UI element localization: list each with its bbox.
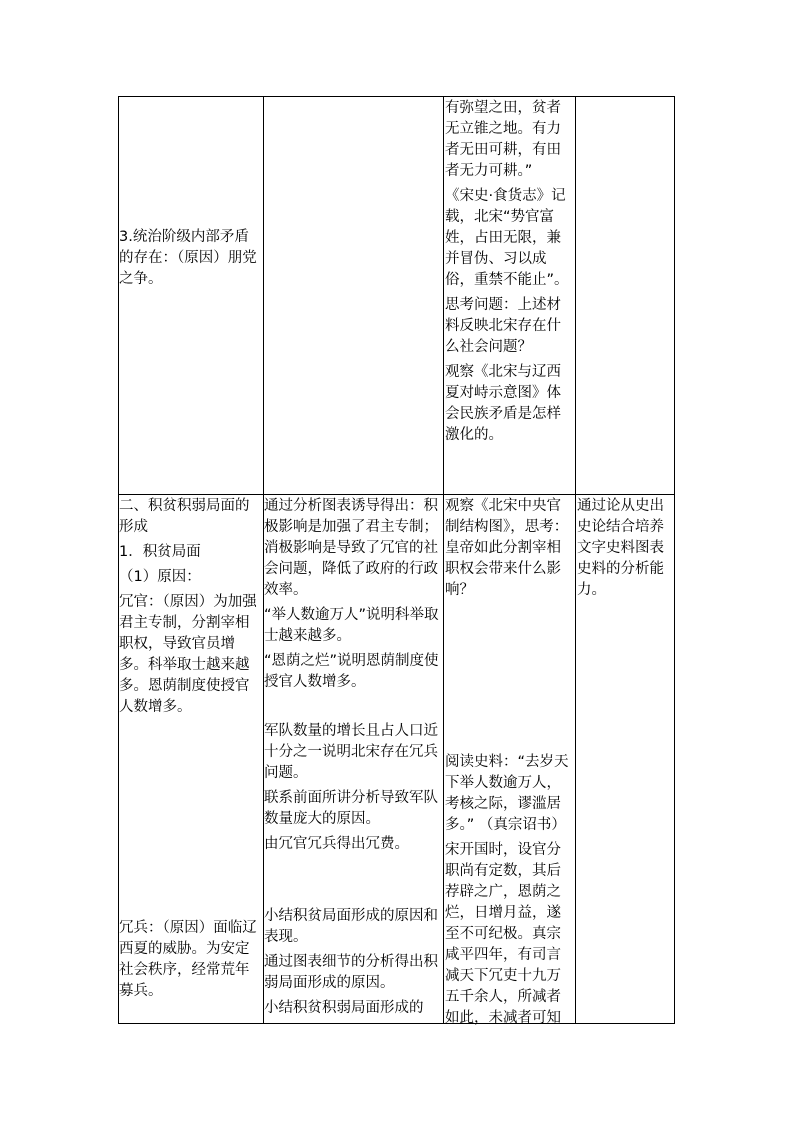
row2-col2-text-8: 通过图表细节的分析得出积弱局面形成的原因。 [264, 954, 438, 991]
row1-col1-cell [119, 227, 262, 294]
row1-col1-text: 3.统治阶级内部矛盾的存在：（原因）朋党之争。 [119, 229, 257, 287]
row2-col2-b-cell [264, 721, 443, 859]
row2-col4-text: 通过论从史出史论结合培养文字史料图表史料的分析能力。 [577, 498, 664, 598]
table-border-top [118, 96, 675, 97]
row2-col3-text-3: 宋开国时，设官分职尚有定数，其后荐辟之广，恩荫之烂，日增月益，遂至不可纪极。真宗咸平四年，有司言减天下冗吏十九万五千余人，所减者如此，未减者可知 [445, 842, 561, 1026]
row1-col3-text-3: 思考问题：上述材料反映北宋存在什么社会问题？ [445, 297, 561, 355]
row2-col3-b-cell [445, 752, 575, 1029]
section-heading: 二、积贫积弱局面的形成 [119, 498, 250, 535]
row2-col2-text-6: 由冗官冗兵得出冗费。 [264, 836, 409, 852]
row2-col2-text-1: 通过分析图表诱导得出：积极影响是加强了君主专制；消极影响是导致了冗官的社会问题，降低了政府的行政效率。 [264, 498, 438, 598]
row2-col3-text-2: 阅读史料：“去岁天下举人数逾万人，考核之际，谬滥居多。” （真宗诏书） [445, 754, 569, 833]
row2-col2-a-cell [264, 496, 443, 697]
row2-col3-a-cell [445, 496, 575, 605]
row-divider [118, 494, 675, 495]
row1-col3-text-4: 观察《北宋与辽西夏对峙示意图》体会民族矛盾是怎样激化的。 [445, 364, 561, 443]
subsection-heading: 1．积贫局面 [119, 544, 201, 560]
row2-col2-text-4: 军队数量的增长且占人口近十分之一说明北宋存在冗兵问题。 [264, 723, 438, 781]
row1-col3-text-2: 《宋史·食货志》记载，北宋“势官富姓，占田无限，兼并冒伪、习以成俗，重禁不能止”。 [445, 188, 569, 288]
row2-col1-top-cell [119, 496, 262, 722]
row2-col1-bottom-cell [119, 918, 262, 1006]
redundant-officials-text: 冗官：（原因）为加强君主专制，分割宰相职权，导致官员增多。科举取士越来越多。恩荫制度使授官人数增多。 [119, 594, 257, 715]
row2-col2-text-3: “恩荫之烂”说明恩荫制度使授官人数增多。 [264, 653, 439, 690]
row1-col3-text-1: 有弥望之田，贫者无立锥之地。有力者无田可耕，有田者无力可耕。” [445, 100, 561, 179]
row2-col2-text-2: “举人数逾万人”说明科举取士越来越多。 [264, 607, 439, 644]
row2-col2-text-9: 小结积贫积弱局面形成的 [264, 1000, 424, 1016]
row2-col4-cell [577, 496, 674, 605]
row1-col3-cell [445, 98, 575, 450]
table-border-right [674, 96, 675, 1024]
cause-heading: （1）原因： [119, 569, 201, 585]
redundant-soldiers-text: 冗兵：（原因）面临辽西夏的威胁。为安定社会秩序，经常荒年募兵。 [119, 920, 257, 999]
row2-col2-text-5: 联系前面所讲分析导致军队数量庞大的原因。 [264, 790, 438, 827]
column-divider-2 [443, 96, 444, 1024]
row2-col3-text-1: 观察《北宋中央官制结构图》，思考：皇帝如此分割宰相职权会带来什么影响？ [445, 498, 569, 598]
row2-col2-c-cell [264, 906, 443, 1019]
lesson-plan-table [118, 96, 675, 1024]
row2-col2-text-7: 小结积贫局面形成的原因和表现。 [264, 908, 438, 945]
column-divider-3 [575, 96, 576, 1024]
table-border-bottom [118, 1023, 675, 1024]
